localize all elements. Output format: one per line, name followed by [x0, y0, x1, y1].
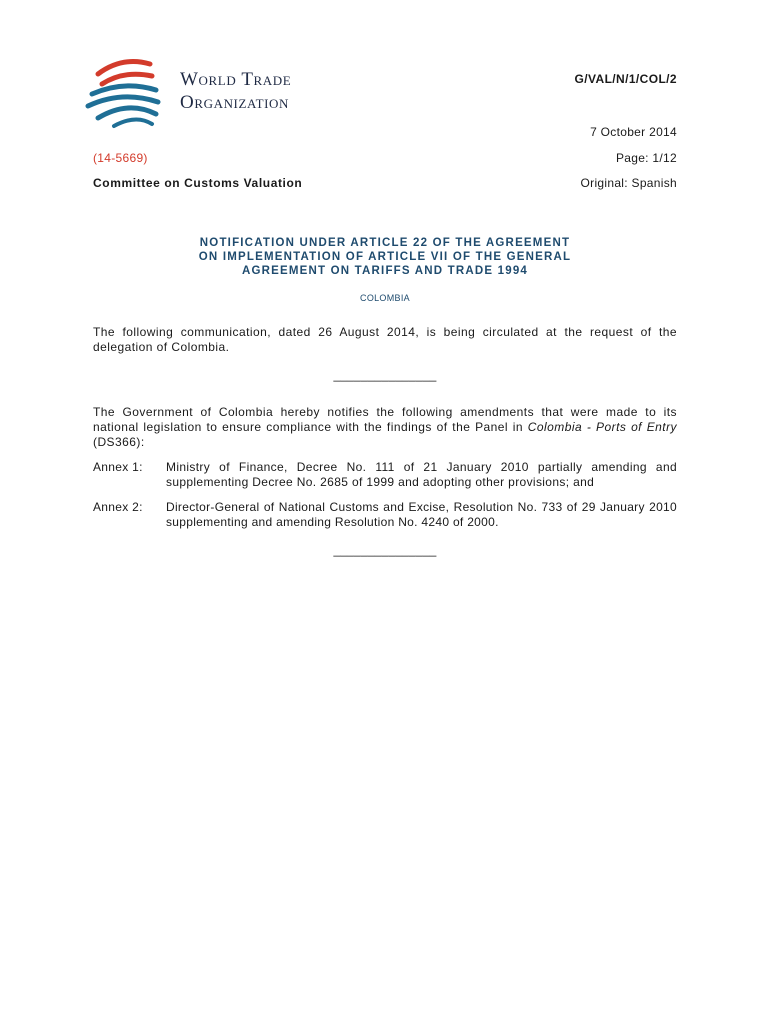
document-date: 7 October 2014 — [590, 125, 677, 139]
committee-name: Committee on Customs Valuation — [93, 176, 303, 190]
wto-wordmark — [180, 70, 291, 116]
document-title — [93, 236, 677, 278]
original-language: Original: Spanish — [580, 176, 677, 190]
title-line-3: AGREEMENT ON TARIFFS AND TRADE 1994 — [241, 265, 529, 277]
wordmark-line-1: World Trade — [180, 69, 292, 90]
reference-number: (14-5669) — [93, 151, 148, 165]
title-line-2: ON IMPLEMENTATION OF ARTICLE VII OF THE GENERAL — [198, 251, 572, 263]
annex-description: Director-General of National Customs and Excise, Resolution No. 733 of 29 January 2010 supplementing and amending Resolution No. 4240 of 2000. — [166, 500, 677, 529]
notification-text-start: The Government of Colombia hereby notifies the following amendments that were made to its national legislation to ensure compliance with the findings of the Panel in — [93, 405, 677, 434]
separator-line: _______________ — [333, 543, 437, 557]
wto-logo — [84, 54, 384, 134]
intro-paragraph: The following communication, dated 26 August 2014, is being circulated at the request of the delegation of Colombia. — [93, 325, 677, 354]
wto-emblem-icon — [84, 54, 174, 134]
notification-text-end: (DS366): — [93, 435, 145, 449]
annex-label: Annex 2: — [93, 500, 143, 514]
country-heading: COLOMBIA — [360, 293, 410, 303]
document-symbol: G/VAL/N/1/COL/2 — [574, 72, 677, 86]
separator-line: _______________ — [333, 368, 437, 382]
title-line-1: NOTIFICATION UNDER ARTICLE 22 OF THE AGREEMENT — [199, 237, 571, 249]
annex-label: Annex 1: — [93, 460, 143, 474]
wordmark-line-2: Organization — [180, 92, 290, 113]
annex-description: Ministry of Finance, Decree No. 111 of 21 January 2010 partially amending and supplementing Decree No. 2685 of 1999 and adopting other provisions; and — [166, 460, 677, 489]
notification-paragraph — [93, 405, 677, 450]
case-name: Colombia - Ports of Entry — [527, 420, 677, 434]
page-number: Page: 1/12 — [615, 151, 677, 165]
